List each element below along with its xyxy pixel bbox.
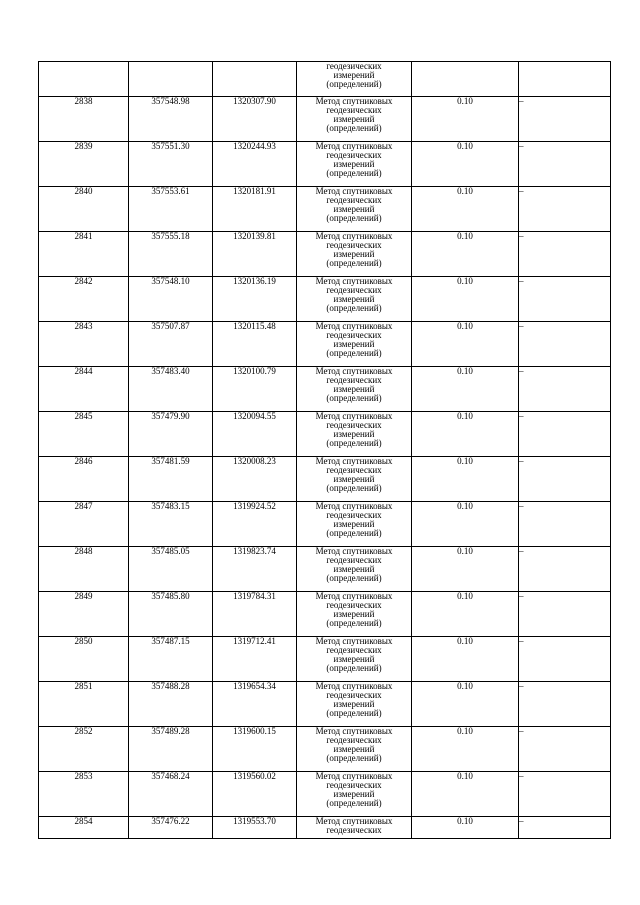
method-line: измерений: [333, 114, 375, 124]
x-coordinate-cell: 357476.22: [129, 817, 213, 839]
method-cell: [297, 592, 412, 637]
accuracy-cell: 0.10: [412, 97, 519, 142]
y-coordinate-cell: 1319712.41: [213, 637, 297, 682]
method-line: Метод спутниковых: [315, 816, 393, 826]
description-cell: –: [519, 277, 611, 322]
method-line: измерений: [333, 294, 375, 304]
method-line: Метод спутниковых: [315, 141, 393, 151]
method-line: геодезических: [326, 555, 382, 565]
method-cell: [297, 412, 412, 457]
point-number-cell: 2853: [39, 772, 129, 817]
point-number-cell: 2843: [39, 322, 129, 367]
point-number-cell: 2847: [39, 502, 129, 547]
x-coordinate-cell: 357479.90: [129, 412, 213, 457]
method-line: измерений: [333, 789, 375, 799]
method-line: геодезических: [326, 375, 382, 385]
table-row: [39, 142, 611, 187]
method-line: геодезических: [326, 61, 382, 71]
method-line: Метод спутниковых: [315, 456, 393, 466]
method-line: геодезических: [326, 105, 382, 115]
table-row-continued: [39, 62, 611, 97]
table-row: [39, 97, 611, 142]
table-row: [39, 682, 611, 727]
description-cell: –: [519, 547, 611, 592]
y-coordinate-cell: 1320115.48: [213, 322, 297, 367]
y-coordinate-cell: 1319823.74: [213, 547, 297, 592]
method-cell: [297, 547, 412, 592]
description-cell: –: [519, 592, 611, 637]
point-number-cell: 2852: [39, 727, 129, 772]
method-line: (определений): [326, 618, 382, 628]
description-cell: –: [519, 502, 611, 547]
x-coordinate-cell: 357487.15: [129, 637, 213, 682]
y-coordinate-cell: 1320307.90: [213, 97, 297, 142]
method-line: Метод спутниковых: [315, 96, 393, 106]
method-line: измерений: [333, 744, 375, 754]
method-line: измерений: [333, 699, 375, 709]
method-line: Метод спутниковых: [315, 546, 393, 556]
accuracy-cell: 0.10: [412, 502, 519, 547]
y-coordinate-cell: 1319560.02: [213, 772, 297, 817]
point-number-cell: 2846: [39, 457, 129, 502]
method-cell: [297, 232, 412, 277]
method-line: измерений: [333, 384, 375, 394]
method-line: геодезических: [326, 825, 382, 835]
method-line: геодезических: [326, 195, 382, 205]
coordinates-table: [38, 61, 611, 839]
method-line: измерений: [333, 609, 375, 619]
accuracy-cell: 0.10: [412, 367, 519, 412]
point-number-cell: 2844: [39, 367, 129, 412]
point-number-cell: 2854: [39, 817, 129, 839]
method-line: измерений: [333, 564, 375, 574]
method-line: измерений: [333, 519, 375, 529]
method-line: измерений: [333, 159, 375, 169]
accuracy-cell: 0.10: [412, 727, 519, 772]
method-line: Метод спутниковых: [315, 186, 393, 196]
table-row: [39, 727, 611, 772]
method-cell: [297, 62, 412, 97]
point-number-cell: 2850: [39, 637, 129, 682]
table-row-partial: [39, 817, 611, 839]
method-line: измерений: [333, 249, 375, 259]
method-line: геодезических: [326, 330, 382, 340]
point-number-cell: 2851: [39, 682, 129, 727]
method-line: измерений: [333, 70, 375, 80]
method-line: (определений): [326, 663, 382, 673]
table-row: [39, 187, 611, 232]
table-row: [39, 367, 611, 412]
method-line: (определений): [326, 573, 382, 583]
point-number-cell: 2845: [39, 412, 129, 457]
point-number-cell: 2838: [39, 97, 129, 142]
x-coordinate-cell: 357489.28: [129, 727, 213, 772]
method-line: (определений): [326, 258, 382, 268]
x-coordinate-cell: 357548.10: [129, 277, 213, 322]
y-coordinate-cell: 1319600.15: [213, 727, 297, 772]
method-line: Метод спутниковых: [315, 411, 393, 421]
coordinates-table-body: [39, 62, 611, 839]
method-line: Метод спутниковых: [315, 366, 393, 376]
accuracy-cell: 0.10: [412, 817, 519, 839]
method-line: (определений): [326, 213, 382, 223]
x-coordinate-cell: 357555.18: [129, 232, 213, 277]
accuracy-cell: 0.10: [412, 457, 519, 502]
method-cell: [297, 322, 412, 367]
method-line: Метод спутниковых: [315, 321, 393, 331]
method-line: геодезических: [326, 150, 382, 160]
method-cell: [297, 682, 412, 727]
description-cell: –: [519, 367, 611, 412]
method-line: геодезических: [326, 420, 382, 430]
method-cell: [297, 502, 412, 547]
y-coordinate-cell: 1320008.23: [213, 457, 297, 502]
table-row: [39, 592, 611, 637]
table-row: [39, 412, 611, 457]
description-cell: –: [519, 727, 611, 772]
description-cell: –: [519, 322, 611, 367]
x-coordinate-cell: 357468.24: [129, 772, 213, 817]
x-coordinate-cell: 357553.61: [129, 187, 213, 232]
table-row: [39, 322, 611, 367]
point-number-cell: [39, 62, 129, 97]
table-row: [39, 457, 611, 502]
method-line: Метод спутниковых: [315, 681, 393, 691]
method-cell: [297, 187, 412, 232]
method-line: (определений): [326, 393, 382, 403]
method-line: (определений): [326, 483, 382, 493]
y-coordinate-cell: 1319654.34: [213, 682, 297, 727]
point-number-cell: 2848: [39, 547, 129, 592]
method-line: измерений: [333, 654, 375, 664]
method-line: (определений): [326, 798, 382, 808]
method-line: измерений: [333, 474, 375, 484]
method-line: измерений: [333, 429, 375, 439]
y-coordinate-cell: 1320139.81: [213, 232, 297, 277]
point-number-cell: 2839: [39, 142, 129, 187]
description-cell: –: [519, 412, 611, 457]
method-line: геодезических: [326, 465, 382, 475]
method-line: измерений: [333, 204, 375, 214]
method-line: (определений): [326, 79, 382, 89]
x-coordinate-cell: 357483.40: [129, 367, 213, 412]
x-coordinate-cell: 357548.98: [129, 97, 213, 142]
method-cell: [297, 367, 412, 412]
method-cell: [297, 97, 412, 142]
method-line: (определений): [326, 123, 382, 133]
method-line: геодезических: [326, 780, 382, 790]
y-coordinate-cell: 1320244.93: [213, 142, 297, 187]
method-line: (определений): [326, 303, 382, 313]
method-cell: [297, 457, 412, 502]
y-coordinate-cell: 1319784.31: [213, 592, 297, 637]
accuracy-cell: 0.10: [412, 232, 519, 277]
accuracy-cell: 0.10: [412, 142, 519, 187]
table-row: [39, 277, 611, 322]
description-cell: [519, 62, 611, 97]
description-cell: –: [519, 142, 611, 187]
accuracy-cell: 0.10: [412, 277, 519, 322]
y-coordinate-cell: 1319553.70: [213, 817, 297, 839]
method-line: Метод спутниковых: [315, 726, 393, 736]
method-cell: [297, 142, 412, 187]
x-coordinate-cell: 357488.28: [129, 682, 213, 727]
y-coordinate-cell: 1320136.19: [213, 277, 297, 322]
table-row: [39, 547, 611, 592]
table-row: [39, 502, 611, 547]
description-cell: –: [519, 682, 611, 727]
x-coordinate-cell: 357483.15: [129, 502, 213, 547]
method-line: Метод спутниковых: [315, 276, 393, 286]
description-cell: –: [519, 457, 611, 502]
method-line: измерений: [333, 339, 375, 349]
y-coordinate-cell: [213, 62, 297, 97]
y-coordinate-cell: 1320094.55: [213, 412, 297, 457]
method-line: геодезических: [326, 690, 382, 700]
description-cell: –: [519, 817, 611, 839]
y-coordinate-cell: 1320100.79: [213, 367, 297, 412]
method-line: (определений): [326, 528, 382, 538]
accuracy-cell: [412, 62, 519, 97]
accuracy-cell: 0.10: [412, 592, 519, 637]
table-row: [39, 637, 611, 682]
description-cell: –: [519, 232, 611, 277]
table-row: [39, 772, 611, 817]
accuracy-cell: 0.10: [412, 187, 519, 232]
method-line: геодезических: [326, 600, 382, 610]
method-line: геодезических: [326, 510, 382, 520]
y-coordinate-cell: 1319924.52: [213, 502, 297, 547]
y-coordinate-cell: 1320181.91: [213, 187, 297, 232]
description-cell: –: [519, 187, 611, 232]
accuracy-cell: 0.10: [412, 637, 519, 682]
point-number-cell: 2840: [39, 187, 129, 232]
method-line: геодезических: [326, 645, 382, 655]
method-line: геодезических: [326, 735, 382, 745]
x-coordinate-cell: 357485.05: [129, 547, 213, 592]
x-coordinate-cell: 357485.80: [129, 592, 213, 637]
point-number-cell: 2849: [39, 592, 129, 637]
method-line: (определений): [326, 168, 382, 178]
method-cell: [297, 817, 412, 839]
method-line: Метод спутниковых: [315, 231, 393, 241]
x-coordinate-cell: 357481.59: [129, 457, 213, 502]
accuracy-cell: 0.10: [412, 322, 519, 367]
method-line: (определений): [326, 438, 382, 448]
accuracy-cell: 0.10: [412, 547, 519, 592]
method-line: геодезических: [326, 240, 382, 250]
accuracy-cell: 0.10: [412, 412, 519, 457]
table-row: [39, 232, 611, 277]
method-line: геодезических: [326, 285, 382, 295]
method-cell: [297, 637, 412, 682]
x-coordinate-cell: [129, 62, 213, 97]
method-line: Метод спутниковых: [315, 591, 393, 601]
method-cell: [297, 727, 412, 772]
method-line: (определений): [326, 348, 382, 358]
description-cell: –: [519, 637, 611, 682]
description-cell: –: [519, 772, 611, 817]
method-line: (определений): [326, 753, 382, 763]
x-coordinate-cell: 357507.87: [129, 322, 213, 367]
x-coordinate-cell: 357551.30: [129, 142, 213, 187]
description-cell: –: [519, 97, 611, 142]
method-line: Метод спутниковых: [315, 771, 393, 781]
method-cell: [297, 772, 412, 817]
method-line: (определений): [326, 708, 382, 718]
method-line: Метод спутниковых: [315, 636, 393, 646]
point-number-cell: 2842: [39, 277, 129, 322]
point-number-cell: 2841: [39, 232, 129, 277]
accuracy-cell: 0.10: [412, 772, 519, 817]
accuracy-cell: 0.10: [412, 682, 519, 727]
method-cell: [297, 277, 412, 322]
method-line: Метод спутниковых: [315, 501, 393, 511]
